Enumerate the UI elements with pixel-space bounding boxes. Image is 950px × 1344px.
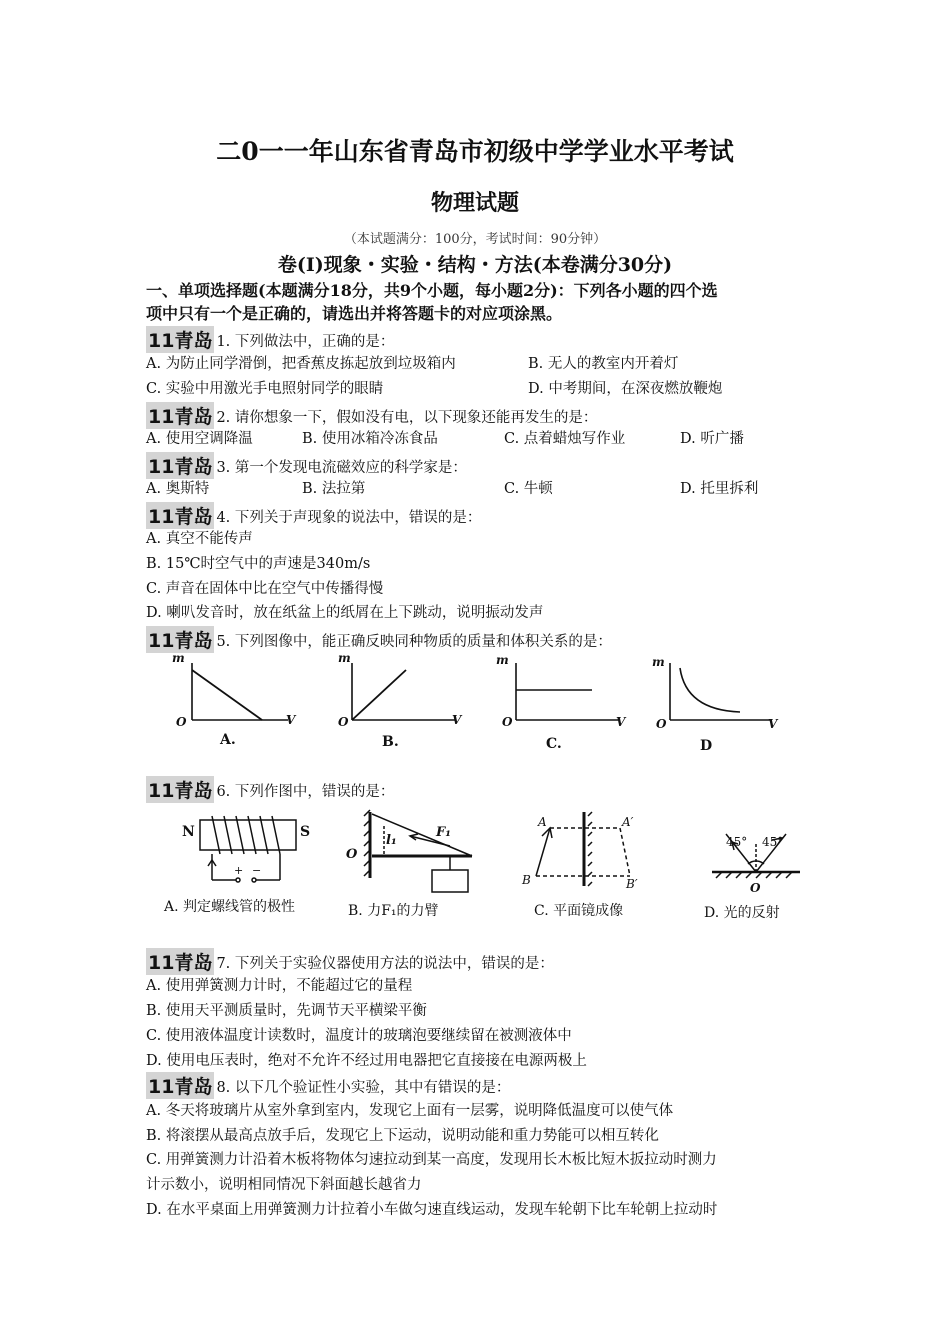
question-text: 4. 下列关于声现象的说法中，错误的是： [216,510,482,526]
q1-option-d: D. 中考期间，在深夜燃放鞭炮 [528,381,723,397]
graph-c [516,663,620,720]
q3-option-d: D. 托里拆利 [680,481,759,497]
mirror-figure [536,812,630,886]
graph-b [352,663,455,720]
terminal-minus: − [252,864,262,877]
force-f1: F₁ [436,825,451,840]
q4-option-a: A. 真空不能传声 [146,531,253,547]
question-text: 3. 第一个发现电流磁效应的科学家是： [216,460,467,476]
source-tag: 11青岛 [146,402,214,429]
q6-figures [160,806,820,898]
q4-option-d: D. 喇叭发音时，放在纸盆上的纸屑在上下跳动，说明振动发声 [146,605,544,621]
question-text: 5. 下列图像中，能正确反映同种物质的质量和体积关系的是： [216,634,612,650]
solenoid-figure [200,816,296,882]
q4-option-b: B. 15℃时空气中的声速是340m/s [146,556,371,572]
section-title: 卷(I)现象・实验・结构・方法(本卷满分30分) [277,254,673,276]
question-7-stem [146,948,554,975]
q5-graphs [160,648,800,758]
angle-incidence: 45° [726,835,748,849]
axis-v-a: V [286,713,296,727]
question-3-stem [146,452,467,479]
question-text: 2. 请你想象一下，假如没有电，以下现象还能再发生的是： [216,410,598,426]
question-text: 8. 以下几个验证性小实验，其中有错误的是： [216,1080,511,1096]
axis-m-a: m [172,651,185,665]
q8-option-c-line1: C. 用弹簧测力计沿着木板将物体匀速拉动到某一高度，发现用长木板比短木扳拉动时测力 [146,1152,717,1168]
source-tag: 11青岛 [146,326,214,353]
part-instructions-1: 一、单项选择题(本题满分18分，共9个小题，每小题2分)：下列各小题的四个选 [146,281,718,300]
source-tag: 11青岛 [146,776,214,803]
terminal-plus: + [234,864,244,877]
graph-d [670,663,772,720]
q8-option-b: B. 将滚摆从最高点放手后，发现它上下运动，说明动能和重力势能可以相互转化 [146,1128,659,1144]
axis-v-c: V [616,715,626,729]
axis-m-b: m [338,651,351,665]
axis-v-b: V [452,713,462,727]
origin-d: O [656,717,667,731]
q8-option-c-line2: 计示数小，说明相同情况下斜面越长越省力 [146,1177,422,1193]
arm-l1: l₁ [386,833,397,848]
pole-n: N [182,824,195,840]
axis-m-c: m [496,653,509,667]
source-tag: 11青岛 [146,626,214,653]
axis-m-d: m [652,655,665,669]
graph-label-a: A. [220,732,236,748]
source-tag: 11青岛 [146,502,214,529]
question-text: 7. 下列关于实验仪器使用方法的说法中，错误的是： [216,956,554,972]
exam-note: （本试题满分：100分，考试时间：90分钟） [343,232,607,247]
subject-title: 物理试题 [430,190,519,216]
point-b-image: B′ [626,877,638,891]
question-6-stem [146,776,394,803]
question-2-stem [146,402,597,429]
question-8-stem [146,1072,510,1099]
origin-c: O [502,715,513,729]
q6-caption-c: C. 平面镜成像 [534,903,624,919]
q1-option-b: B. 无人的教室内开着灯 [528,356,679,372]
point-b: B [522,873,531,887]
q1-option-a: A. 为防止同学滑倒，把香蕉皮拣起放到垃圾箱内 [146,356,456,372]
q7-option-d: D. 使用电压表时，绝对不允许不经过用电器把它直接接在电源两极上 [146,1053,587,1069]
q2-option-a: A. 使用空调降温 [146,431,253,447]
part-instructions-2: 项中只有一个是正确的，请选出并将答题卡的对应项涂黑。 [146,304,563,323]
q7-option-c: C. 使用液体温度计读数时，温度计的玻璃泡要继续留在被测液体中 [146,1028,572,1044]
pole-s: S [300,824,311,840]
point-a-image: A′ [622,815,634,829]
q3-option-b: B. 法拉第 [302,481,366,497]
question-text: 6. 下列作图中，错误的是： [216,784,395,800]
exam-title: 二0一一年山东省青岛市初级中学学业水平考试 [216,137,734,166]
graph-a [192,663,288,720]
q2-option-b: B. 使用冰箱冷冻食品 [302,431,438,447]
origin-a: O [176,715,187,729]
angle-reflection: 45° [762,835,784,849]
question-4-stem [146,502,481,529]
pivot-o: O [346,847,358,862]
lever-figure [364,810,472,892]
source-tag: 11青岛 [146,948,214,975]
q8-option-d: D. 在水平桌面上用弹簧测力计拉着小车做匀速直线运动，发现车轮朝下比车轮朝上拉动时 [146,1202,718,1218]
q1-option-c: C. 实验中用激光手电照射同学的眼睛 [146,381,384,397]
q6-caption-b: B. 力F₁的力臂 [348,903,439,919]
q3-option-a: A. 奥斯特 [146,481,210,497]
q6-caption-d: D. 光的反射 [704,905,780,921]
source-tag: 11青岛 [146,1072,214,1099]
origin-b: O [338,715,349,729]
point-a: A [538,815,547,829]
q6-caption-a: A. 判定螺线管的极性 [164,899,296,915]
q7-option-a: A. 使用弹簧测力计时，不能超过它的量程 [146,978,413,994]
q3-option-c: C. 牛顿 [504,481,553,497]
graph-label-c: C. [546,736,562,752]
question-1-stem [146,326,394,353]
q4-option-c: C. 声音在固体中比在空气中传播得慢 [146,581,384,597]
q8-option-a: A. 冬天将玻璃片从室外拿到室内，发现它上面有一层雾，说明降低温度可以使气体 [146,1103,674,1119]
reflection-point-o: O [750,881,761,895]
q7-option-b: B. 使用天平测质量时，先调节天平横梁平衡 [146,1003,427,1019]
graph-label-b: B. [382,734,399,750]
graph-label-d: D [700,738,713,754]
q2-option-c: C. 点着蜡烛写作业 [504,431,626,447]
question-text: 1. 下列做法中，正确的是： [216,334,395,350]
q2-option-d: D. 听广播 [680,431,744,447]
source-tag: 11青岛 [146,452,214,479]
axis-v-d: V [768,717,778,731]
